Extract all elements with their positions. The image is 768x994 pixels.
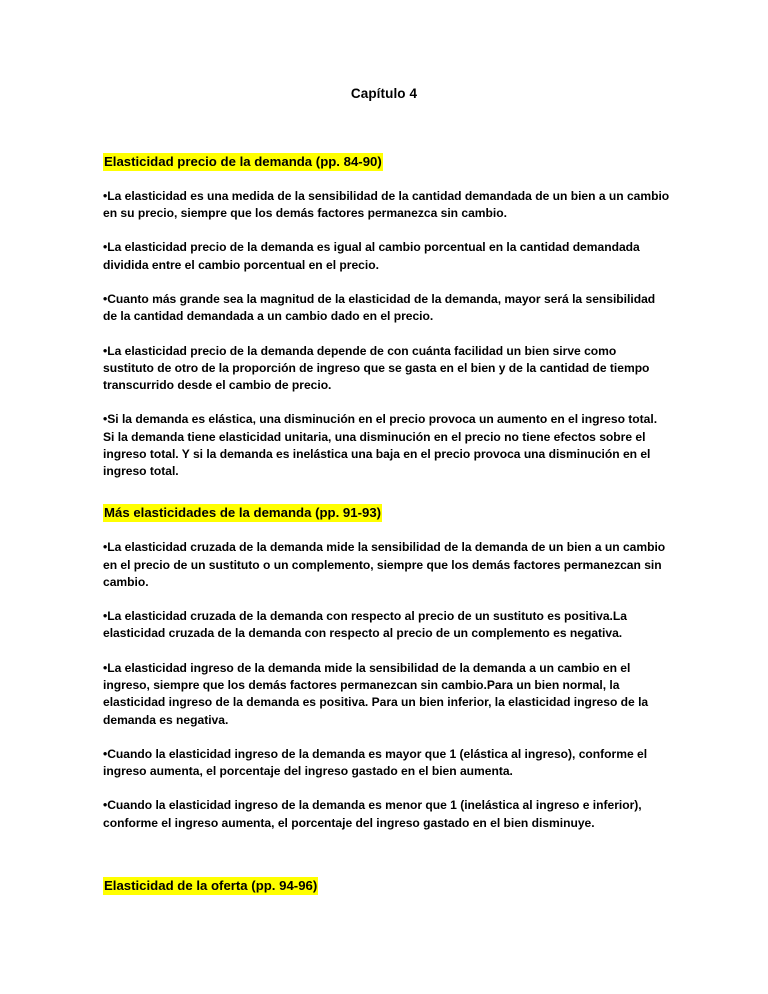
section-heading-3-text: Elasticidad de la oferta (pp. 94-96) [104, 877, 318, 893]
section-heading-2 [103, 504, 670, 522]
page-title: Capítulo 4 [350, 86, 418, 101]
section-2-paragraph-5: •Cuando la elasticidad ingreso de la demanda es menor que 1 (inelástica al ingreso e inferior), conforme el ingreso aumenta, el porcentaje del ingreso gastado en el bien disminuye. [103, 798, 642, 830]
section-1-paragraph-3: •Cuanto más grande sea la magnitud de la elasticidad de la demanda, mayor será la sensibilidad de la cantidad demandada a un cambio dado en el precio. [103, 291, 656, 324]
section-2-paragraph-3: •La elasticidad ingreso de la demanda mide la sensibilidad de la demanda a un cambio en el ingreso, siempre que los demás factores permanezcan sin cambio.Para un bien normal, la elasticidad ingreso de la demanda es positiva. Para un bien inferior, la elasticidad ingreso de la demanda es negativa. [103, 660, 649, 727]
section-2-paragraph-2: •La elasticidad cruzada de la demanda con respecto al precio de un sustituto es positiva.La elasticidad cruzada de la demanda con respecto al precio de un complemento es negativa. [103, 609, 627, 641]
section-heading-1 [103, 153, 670, 171]
section-heading-2-text: Más elasticidades de la demanda (pp. 91-93) [104, 505, 382, 521]
section-2-paragraph-1: •La elasticidad cruzada de la demanda mide la sensibilidad de la demanda de un bien a un cambio en el precio de un sustituto o un complemento, siempre que los demás factores permanezcan sin cambio. [103, 540, 666, 589]
section-heading-1-text: Elasticidad precio de la demanda (pp. 84-90) [104, 154, 382, 169]
document-body [0, 153, 768, 895]
section-1-paragraph-5: •Si la demanda es elástica, una disminución en el precio provoca un aumento en el ingreso total. Si la demanda tiene elasticidad unitaria, una disminución en el precio no tiene efectos sobre el ingreso total. Y si la demanda es inelástica una baja en el precio provoca una disminución en el ingreso total. [103, 412, 658, 479]
section-1-paragraph-1: •La elasticidad es una medida de la sensibilidad de la cantidad demandada de un bien a un cambio en su precio, siempre que los demás factores permanezca sin cambio. [103, 188, 670, 221]
section-1-paragraph-2: •La elasticidad precio de la demanda es igual al cambio porcentual en la cantidad demandada dividida entre el cambio porcentual en el precio. [103, 240, 640, 272]
section-1-paragraph-4: •La elasticidad precio de la demanda depende de con cuánta facilidad un bien sirve como sustituto de otro de la proporción de ingreso que se gasta en el bien y de la cantidad de tiempo transcurrido desde el cambio de precio. [103, 343, 650, 393]
section-heading-3 [103, 877, 670, 895]
section-2-paragraph-4: •Cuando la elasticidad ingreso de la demanda es mayor que 1 (elástica al ingreso), conforme el ingreso aumenta, el porcentaje del ingreso gastado en el bien aumenta. [103, 746, 648, 779]
